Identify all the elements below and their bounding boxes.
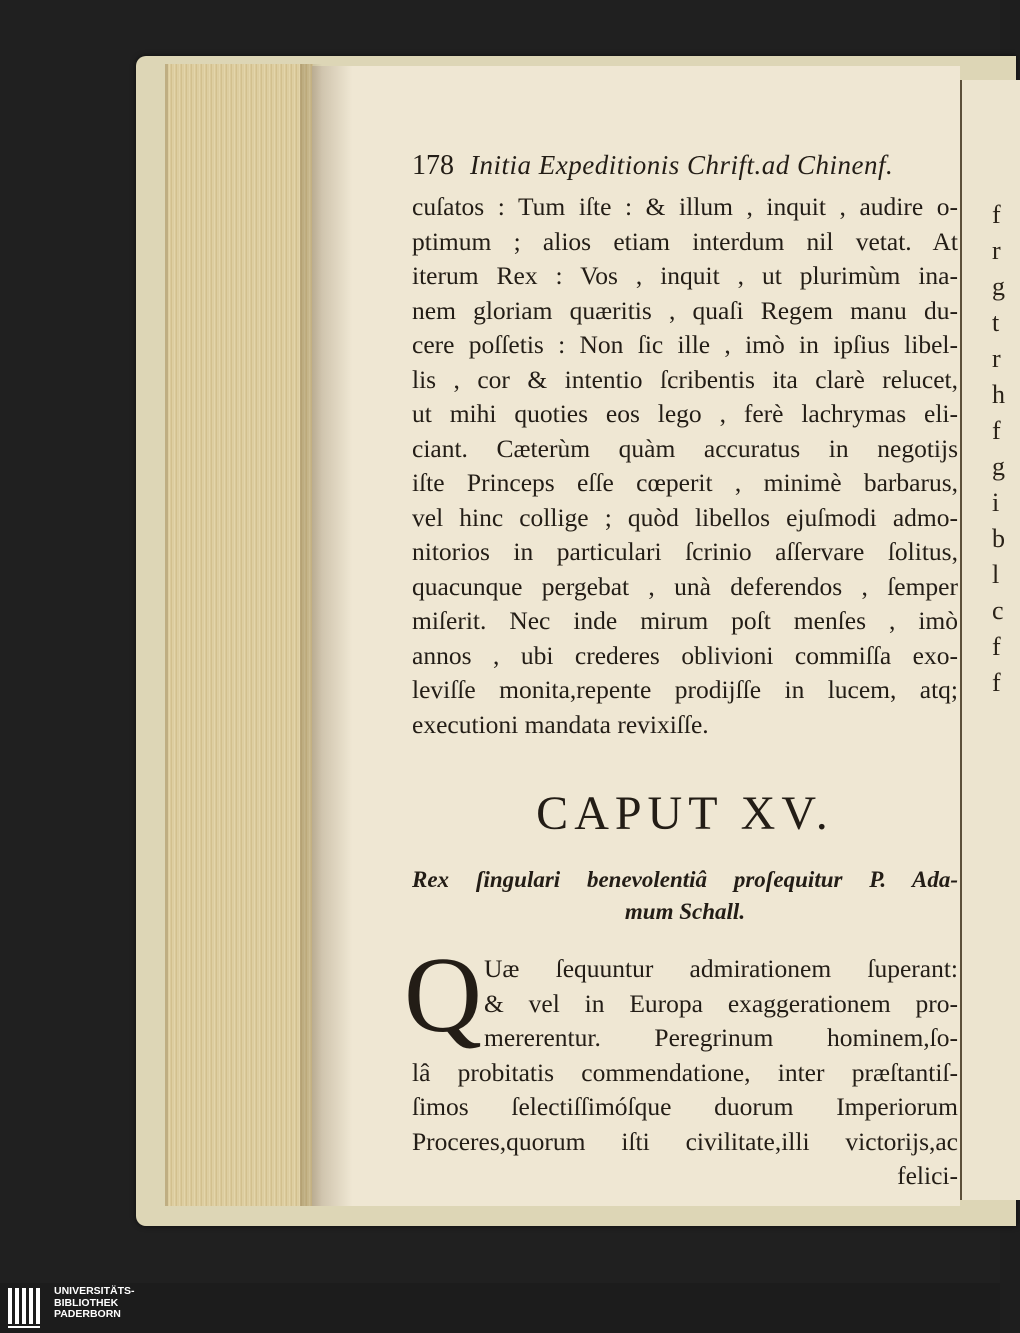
text-line: ut mihi quoties eos lego , ferè lachrymas eli- bbox=[412, 399, 958, 428]
chapter-summary bbox=[412, 864, 958, 928]
text-line: & vel in Europa exaggerationem pro- bbox=[484, 988, 958, 1018]
text-line: annos , ubi crederes oblivioni commiſſa exo- bbox=[412, 640, 958, 670]
facing-page-fragment: g bbox=[992, 272, 1005, 301]
summary-line: mum Schall. bbox=[624, 899, 746, 924]
text-line: lâ probitatis commendatione, inter præſtantiſ- bbox=[412, 1057, 958, 1087]
text-line: leviſſe monita,repente prodijſſe in lucem, atq; bbox=[412, 675, 958, 704]
text-line: ptimum ; alios etiam interdum nil vetat. At bbox=[412, 226, 958, 256]
facing-page-fragment: g bbox=[992, 452, 1005, 481]
text-line: iſte Princeps eſſe cœperit , minimè barbarus, bbox=[412, 468, 958, 497]
university-library-logo-icon bbox=[6, 1286, 46, 1330]
paragraph-1 bbox=[412, 190, 958, 742]
text-line: Uæ ſequuntur admirationem ſuperant: bbox=[484, 954, 958, 983]
text-line: quacunque pergebat , unà deferendos , ſemper bbox=[412, 571, 958, 601]
text-line: iterum Rex : Vos , inquit , ut plurimùm ina- bbox=[412, 261, 958, 290]
running-header bbox=[412, 150, 958, 190]
facing-page-fragment: h bbox=[992, 380, 1005, 409]
running-title: Initia Expeditionis Chrift.ad Chinenf. bbox=[470, 150, 894, 180]
summary-line: Rex ſingulari benevolentiâ proſequitur P. Ada- bbox=[412, 867, 958, 892]
drop-cap: Q bbox=[404, 936, 482, 1055]
text-line: lis , cor & intentio ſcribentis ita clarè relucet, bbox=[412, 364, 958, 394]
library-name-line: UNIVERSITÄTS- bbox=[54, 1285, 135, 1297]
library-name-line: PADERBORN bbox=[54, 1308, 121, 1320]
footer-bar bbox=[0, 1283, 1000, 1333]
text-line: cere poſſetis : Non ſic ille , imò in ipſius libel- bbox=[412, 330, 958, 359]
library-name-line: BIBLIOTHEK bbox=[54, 1296, 119, 1309]
text-line: cuſatos : Tum iſte : & illum , inquit , audire o- bbox=[412, 192, 958, 221]
facing-page-fragment: l bbox=[992, 560, 1000, 589]
facing-page bbox=[960, 80, 1020, 1200]
text-line: mererentur. Peregrinum hominem,ſo- bbox=[484, 1023, 958, 1052]
spine-shade bbox=[300, 64, 322, 1206]
facing-page-fragment: r bbox=[992, 344, 1001, 373]
text-line: ſimos ſelectiſſimóſque duorum Imperiorum bbox=[412, 1092, 958, 1121]
paragraph-2 bbox=[404, 936, 958, 1194]
page-edges bbox=[165, 64, 313, 1206]
facing-page-fragment: r bbox=[992, 236, 1001, 265]
library-name bbox=[54, 1286, 135, 1321]
facing-page-fragment: i bbox=[992, 488, 1000, 517]
chapter-heading: CAPUT XV. bbox=[536, 787, 834, 840]
facing-page-fragment: t bbox=[992, 308, 1000, 337]
page-text bbox=[404, 150, 958, 1194]
facing-page-fragment: f bbox=[992, 416, 1001, 445]
catchword: felici- bbox=[897, 1161, 958, 1190]
text-line: ciant. Cæterùm quàm accuratus in negotijs bbox=[412, 433, 958, 463]
text-line: Proceres,quorum iſti civilitate,illi victorijs,ac bbox=[412, 1126, 958, 1156]
facing-page-fragment: f bbox=[992, 668, 1001, 697]
text-line: nitorios in particulari ſcrinio aſſervare ſolitus, bbox=[412, 537, 958, 566]
text-line: executioni mandata revixiſſe. bbox=[412, 709, 709, 739]
facing-page-fragment: b bbox=[992, 524, 1005, 553]
page-number: 178 bbox=[412, 150, 454, 181]
text-line: vel hinc collige ; quòd libellos ejuſmodi admo- bbox=[412, 502, 958, 532]
facing-page-fragment: f bbox=[992, 200, 1001, 229]
text-line: nem gloriam quæritis , quaſi Regem manu du- bbox=[412, 295, 958, 325]
facing-page-fragment: c bbox=[992, 596, 1004, 625]
facing-page-fragment: f bbox=[992, 632, 1001, 661]
text-line: miſerit. Nec inde mirum poſt menſes , imò bbox=[412, 606, 958, 635]
